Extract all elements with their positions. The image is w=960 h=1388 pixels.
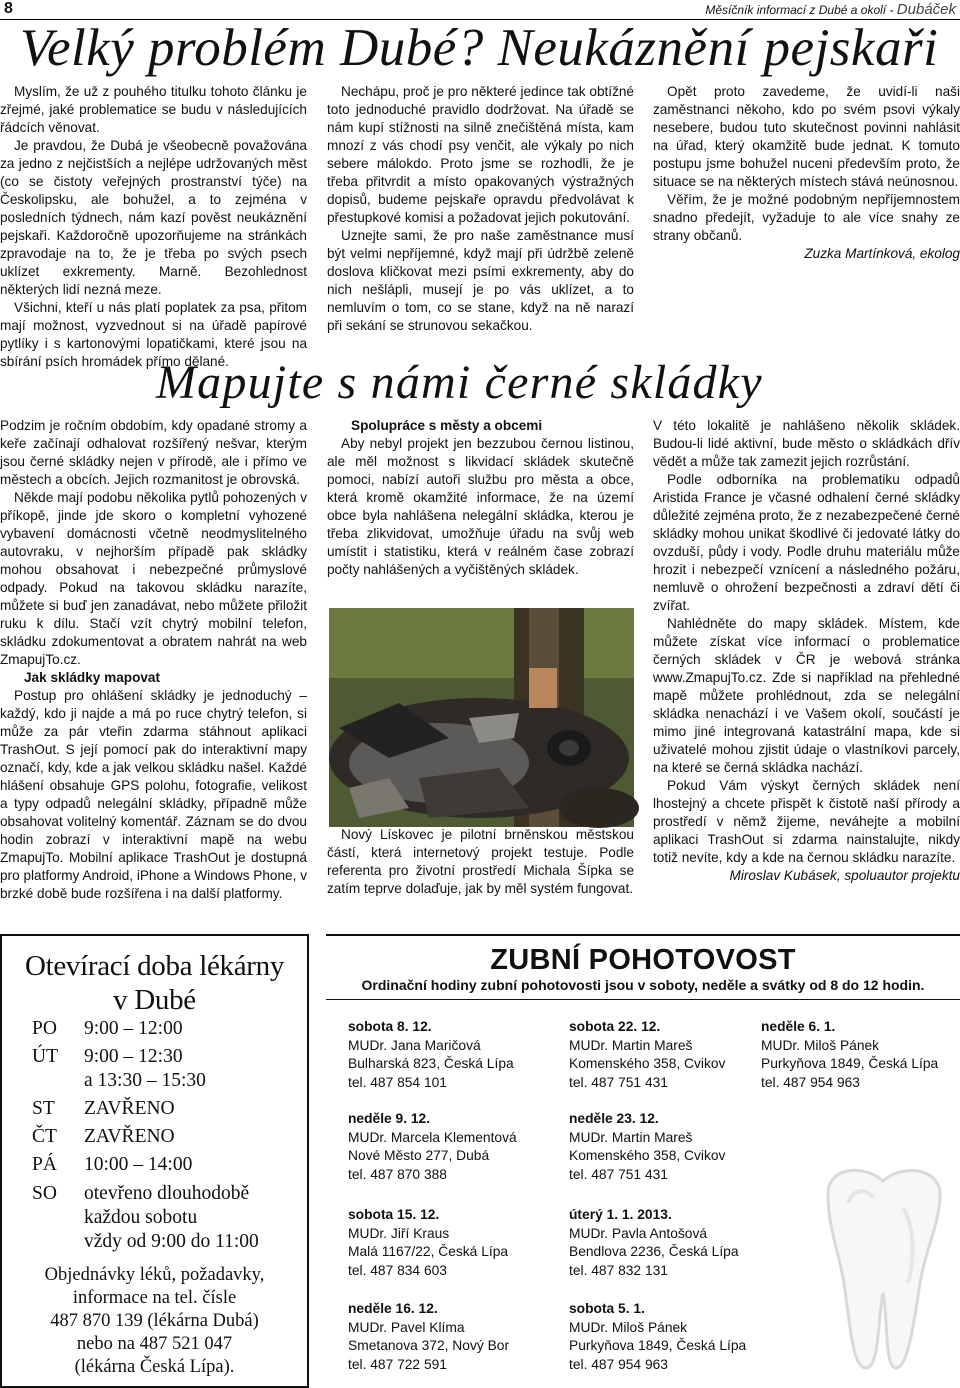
paragraph: Myslím, že už z pouhého titulku tohoto článku je zřejmé, jaké problematice se budu v následujících řádcích věnovat.: [0, 84, 307, 135]
entry-phone: tel. 487 954 963: [569, 1356, 668, 1372]
paragraph: Aby nebyl projekt jen bezzubou černou listinou, ale měl možnost s likvidací skládek skutečně pomoci, nabízí autoři službu pro města a obce, která kromě okamžité informace, že na území obce byla nahlášena nelegální skládka, kterou je třeba zlikvidovat, umožňuje úřadu na svůj web umístit i statistiku, která v reálném čase zobrazí počty nahlášených a vyčištěných skládek.: [327, 436, 634, 577]
entry-date: úterý 1. 1. 2013.: [569, 1207, 672, 1222]
tooth-icon: [808, 1163, 958, 1378]
entry-phone: tel. 487 832 131: [569, 1262, 668, 1278]
hours-value: ZAVŘENO: [84, 1126, 175, 1147]
paragraph: Podle odborníka na problematiku odpadů Aristida France je včasné odhalení černé skládky důležité zejména proto, že z nezabezpečené černé skládky mohou unikat škodlivé či jedovaté látky do ovzduší, půdy i vody. Podle druhu materiálu může hrozit i nebezpečí vznícení a následného požáru, nemluvě o ohrožení bezpečnosti a zdraví dětí či zvířat.: [653, 472, 960, 613]
entry-address: Malá 1167/22, Česká Lípa: [348, 1244, 509, 1259]
entry-phone: tel. 487 722 591: [348, 1356, 447, 1372]
entry-phone: tel. 487 870 388: [348, 1166, 447, 1182]
dental-subtitle: Ordinační hodiny zubní pohotovosti jsou v soboty, neděle a svátky od 8 do 12 hodin.: [361, 977, 925, 993]
hours-value: a 13:30 – 15:30: [84, 1070, 206, 1091]
hours-value: vždy od 9:00 do 11:00: [84, 1231, 259, 1252]
dental-entry: [569, 1206, 739, 1280]
paragraph: Postup pro ohlášení skládky je jednoduchý – každý, kdo ji najde a má po ruce chytrý telefon, si může za pár vteřin zdarma stáhnout aplikaci TrashOut. S její pomocí pak do interaktivní mapy označí, kdy, kde a jak velkou skládku našel. Každé hlášení obsahuje GPS polohu, fotografie, velikost a typy odpadů nelegální skládky, případně může obsahovat volitelný komentář. Záznam se do dvou hodin zobrazí v interaktivní mapě na webu ZmapujTo. Mobilní aplikace TrashOut je dostupná pro platformy Android, iPhone a Windows Phone, v brzké době bude rozšířena i na další platformy.: [0, 688, 307, 901]
hours-value: každou sobotu: [84, 1207, 198, 1228]
hours-day: ÚT: [32, 1046, 58, 1067]
article-column: [327, 83, 634, 333]
paragraph: Je pravdou, že Dubá je všeobecně považována za jedno z nejčistších a nejlépe udržovaných měst (co se čistoty veřejných prostranství týče) na Českolipsku, ale bohužel, a to zejména v posledních týdnech, nám kazí pověst neukáznění pejskaři. Každoročně upozorňujeme na stránkách zpravodaje na to, že je třeba po svých psech uklízet exkrementy. Marně. Bezohlednost některých lidí nezná meze.: [0, 138, 307, 297]
paragraph: V této lokalitě je nahlášeno několik skládek. Budou-li lidé aktivní, bude město o skládkách dřív vědět a může tak zamezit jejich rozrůstání.: [653, 418, 960, 469]
entry-phone: tel. 487 751 431: [569, 1074, 668, 1090]
entry-date: sobota 8. 12.: [348, 1019, 432, 1034]
article-headline: Mapujte s námi černé skládky: [156, 356, 763, 409]
article-column: [327, 417, 634, 579]
entry-date: sobota 15. 12.: [348, 1207, 440, 1222]
pharmacy-note: informace na tel. čísle: [72, 1288, 237, 1308]
paragraph: Podzim je ročním obdobím, kdy opadané stromy a keře začínají odhalovat rozšířený nešvar, kterým jsou černé skládky nejen v přírodě, ale i přímo ve městech a obcích. Jejich rozmanitost je obrovská.: [0, 418, 307, 487]
article-headline: Velký problém Dubé? Neukáznění pejskaři: [20, 19, 939, 77]
entry-date: neděle 16. 12.: [348, 1301, 438, 1316]
article-column: [327, 826, 634, 898]
paragraph: Nový Lískovec je pilotní brněnskou městskou částí, která internetový projekt testuje. Podle referenta pro životní prostředí Michala Šípka se zatím teprve dolaďuje, jak by měl systém fungovat.: [327, 827, 634, 896]
entry-date: neděle 23. 12.: [569, 1111, 659, 1126]
entry-date: neděle 6. 1.: [761, 1019, 836, 1034]
entry-date: neděle 9. 12.: [348, 1111, 431, 1126]
hours-value: ZAVŘENO: [84, 1098, 175, 1119]
entry-phone: tel. 487 834 603: [348, 1262, 447, 1278]
publication-name: [705, 1, 956, 18]
entry-doctor: MUDr. Jiří Kraus: [348, 1225, 450, 1241]
article-column: [0, 83, 307, 369]
entry-doctor: MUDr. Pavla Antošová: [569, 1225, 708, 1241]
dump-photo: [329, 608, 634, 827]
entry-address: Komenského 358, Cvikov: [569, 1148, 726, 1163]
hours-value: otevřeno dlouhodobě: [84, 1183, 250, 1204]
hours-day: ST: [32, 1098, 55, 1119]
pharmacy-title: Otevírací doba lékárny: [24, 950, 285, 982]
entry-doctor: MUDr. Miloš Pánek: [761, 1037, 880, 1053]
publication-label: Měsíčník informací z Dubé a okolí -: [705, 3, 897, 17]
dental-entry: [348, 1300, 509, 1374]
paragraph: Opět proto zavedeme, že uvidí-li naši zaměstnanci někoho, kdo po svém psovi výkaly nesebere, budou tuto skutečnost povinni nahlásit na úřad, který okamžitě bude jednat. K tomuto postupu jsme bohužel nuceni především proto, že situace se na některých místech stává neúnosnou.: [653, 84, 960, 189]
entry-address: Bendlova 2236, Česká Lípa: [569, 1244, 739, 1259]
paragraph: Někde mají podobu několika pytlů pohozených v příkopě, jinde jde skoro o kompletní vyhozené vybavení domácnosti včetně neodmyslitelného autovraku, v nejhorším případě pak skládky mohou obsahovat i nebezpečné průmyslové odpady. Pokud na takovou skládku narazíte, můžete si buď jen zanadávat, nebo můžete přiložit ruku k dílu. Stačí vzít chytrý mobilní telefon, skládku zdokumentovat a obratem nahrát na web ZmapujTo.cz.: [0, 490, 307, 667]
entry-address: Bulharská 823, Česká Lípa: [348, 1056, 514, 1071]
pharmacy-note: (lékárna Česká Lípa).: [74, 1357, 235, 1377]
article-column: [653, 417, 960, 885]
dental-entry: [348, 1018, 514, 1092]
paragraph: Nechápu, proč je pro některé jedince tak obtížné toto jednoduché pravidlo dodržovat. Na úřadě se nám kupí stížnosti na silně znečištěná místa, kam mnozí z vás chodí psy venčit, ale výkaly po nich sebere málokdo. Proto jsme se rozhodli, že je třeba přitvrdit a místo opakovaných výstražných dopisů, budeme pejskaře opravdu předvolávat k přestupkové komisi a požadovat jejich pokutování.: [327, 84, 634, 225]
dental-entry: [348, 1206, 508, 1280]
entry-date: sobota 22. 12.: [569, 1019, 661, 1034]
entry-doctor: MUDr. Miloš Pánek: [569, 1319, 688, 1335]
section-rule: [326, 934, 960, 936]
entry-doctor: MUDr. Jana Maričová: [348, 1037, 481, 1053]
dental-entry: [569, 1110, 725, 1184]
author-signature: Miroslav Kubásek, spoluautor projektu: [729, 868, 960, 883]
section-rule: [326, 999, 960, 1000]
entry-phone: tel. 487 954 963: [761, 1074, 860, 1090]
entry-address: Purkyňova 1849, Česká Lípa: [569, 1338, 747, 1353]
hours-day: SO: [32, 1183, 57, 1204]
paragraph: Všichni, kteří u nás platí poplatek za psa, přitom mají možnost, vyzvednout si na úřadě papírové pytlíky i s kartonovými lopatičkami, které jsou na sbírání psích hromádek přímo dělané.: [0, 300, 307, 369]
entry-phone: tel. 487 751 431: [569, 1166, 668, 1182]
entry-doctor: MUDr. Martin Mareš: [569, 1129, 693, 1145]
pharmacy-note: 487 870 139 (lékárna Dubá): [50, 1311, 259, 1331]
pharmacy-hours-box: [0, 934, 309, 1388]
entry-doctor: MUDr. Marcela Klementová: [348, 1129, 517, 1145]
dental-entry: [761, 1018, 938, 1092]
subheading: Spolupráce s městy a obcemi: [351, 418, 543, 433]
entry-phone: tel. 487 854 101: [348, 1074, 447, 1090]
page-number: 8: [4, 0, 13, 17]
article-column: [0, 417, 307, 903]
author-signature: Zuzka Martínková, ekolog: [804, 246, 960, 261]
hours-value: 10:00 – 14:00: [84, 1154, 193, 1175]
pharmacy-note: nebo na 487 521 047: [76, 1334, 233, 1354]
hours-value: 9:00 – 12:30: [84, 1046, 183, 1067]
pharmacy-note: Objednávky léků, požadavky,: [44, 1265, 265, 1285]
publication-brand: Dubáček: [896, 1, 956, 18]
paragraph: Pokud Vám výskyt černých skládek není lhostejný a chcete přispět k čistotě naší přírody a prostředí v němž žijeme, neváhejte a mobilní aplikaci TrashOut si zdarma nainstalujte, nikdy totiž nevíte, kdy a kde na černou skládku narazíte.: [653, 778, 960, 865]
dental-entry: [569, 1300, 746, 1374]
entry-date: sobota 5. 1.: [569, 1301, 645, 1316]
paragraph: Věřím, že je možné podobným nepříjemnostem snadno předejít, vyžaduje to ale více snahy ze strany občanů.: [653, 192, 960, 243]
entry-address: Nové Město 277, Dubá: [348, 1148, 490, 1163]
dental-entry: [569, 1018, 725, 1092]
hours-day: ČT: [32, 1126, 57, 1147]
entry-address: Purkyňova 1849, Česká Lípa: [761, 1056, 939, 1071]
entry-address: Smetanova 372, Nový Bor: [348, 1338, 510, 1353]
hours-day: PO: [32, 1018, 57, 1039]
hours-day: PÁ: [32, 1154, 57, 1175]
article-column: [653, 83, 960, 263]
dump-photo-illustration: [329, 608, 634, 827]
dental-title: ZUBNÍ POHOTOVOST: [490, 944, 796, 976]
subheading: Jak skládky mapovat: [24, 670, 161, 685]
entry-doctor: MUDr. Pavel Klíma: [348, 1319, 465, 1335]
entry-doctor: MUDr. Martin Mareš: [569, 1037, 693, 1053]
paragraph: Nahlédněte do mapy skládek. Místem, kde můžete získat více informací o problematice černých skládek v ČR je webová stránka www.ZmapujTo.cz. Zde si například na přehledné mapě můžete prohlédnout, zda se nelegální skládka nenachází i ve Vašem okolí, součástí je mimo jiné integrovaná katastrální mapa, kde si uživatelé mohou zjistit údaje o vlastníkovi parcely, na které se černá skládka nachází.: [653, 616, 960, 775]
paragraph: Uznejte sami, že pro naše zaměstnance musí být velmi nepříjemné, když mají při údržbě zeleně doslova kličkovat mezi psími exkrementy, aby do nich nešlápli, musejí je po vás uklízet, a to nemluvím o tom, co se stane, když na ně narazí při sekání se strunovou sekačkou.: [327, 228, 634, 333]
dental-entry: [348, 1110, 517, 1184]
entry-address: Komenského 358, Cvikov: [569, 1056, 726, 1071]
pharmacy-title: v Dubé: [113, 984, 196, 1016]
hours-value: 9:00 – 12:00: [84, 1018, 183, 1039]
